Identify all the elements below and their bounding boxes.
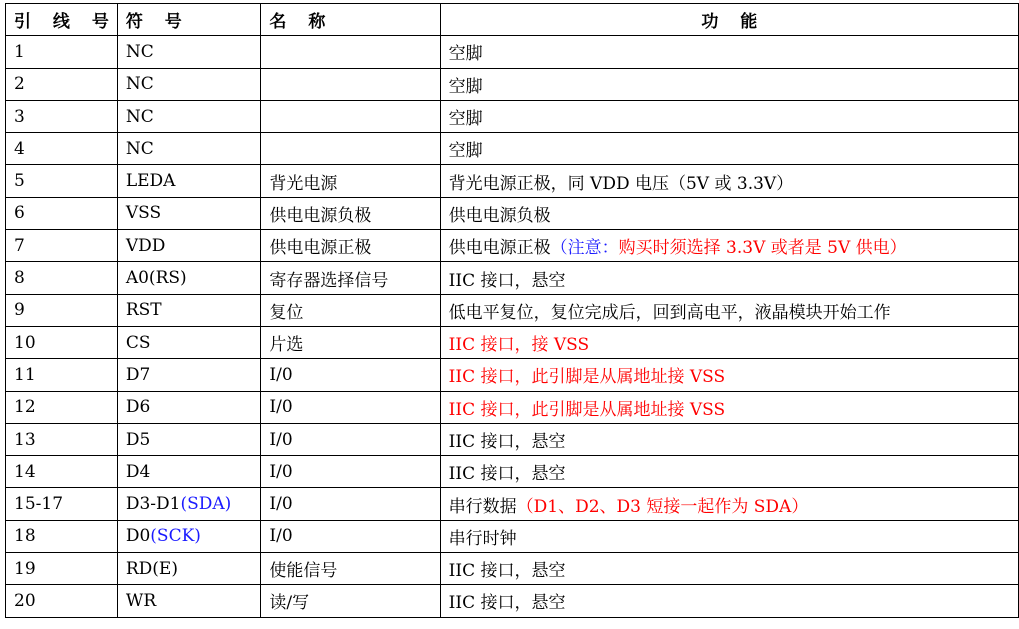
- symbol-cell: RST: [117, 294, 261, 326]
- symbol-text: D0: [125, 526, 151, 547]
- pin-number-cell: 3: [6, 100, 118, 132]
- symbol-cell: D6: [117, 391, 261, 423]
- table-row: [6, 391, 1019, 423]
- pin-number-cell: 10: [6, 326, 118, 358]
- name-cell: 片选: [261, 326, 440, 358]
- symbol-cell: WR: [117, 585, 261, 617]
- table-row: [6, 262, 1019, 294]
- warning-note: 购买时须选择 3.3V 或者是 5V 供电）: [618, 238, 907, 259]
- table-row: [6, 520, 1019, 552]
- function-cell: 空脚: [440, 36, 1018, 68]
- name-cell: 使能信号: [261, 553, 440, 585]
- function-text: 串行数据: [448, 496, 517, 517]
- symbol-cell: D5: [117, 423, 261, 455]
- function-cell: IIC 接口，悬空: [440, 456, 1018, 488]
- header-name: 名 称: [261, 4, 440, 36]
- table-row: [6, 230, 1019, 262]
- table-row: [6, 68, 1019, 100]
- function-cell: [440, 488, 1018, 520]
- table-row: [6, 36, 1019, 68]
- pin-number-cell: 14: [6, 456, 118, 488]
- name-cell: [261, 100, 440, 132]
- function-cell: 背光电源正极，同 VDD 电压（5V 或 3.3V）: [440, 165, 1018, 197]
- function-cell: 低电平复位，复位完成后，回到高电平，液晶模块开始工作: [440, 294, 1018, 326]
- function-cell: IIC 接口，接 VSS: [440, 326, 1018, 358]
- pin-number-cell: 11: [6, 359, 118, 391]
- pin-number-cell: 15-17: [6, 488, 118, 520]
- name-cell: I/0: [261, 391, 440, 423]
- symbol-cell: LEDA: [117, 165, 261, 197]
- symbol-cell: NC: [117, 36, 261, 68]
- symbol-cell: A0(RS): [117, 262, 261, 294]
- symbol-cell: D7: [117, 359, 261, 391]
- header-symbol: 符 号: [117, 4, 261, 36]
- symbol-note: (SDA): [180, 494, 232, 515]
- name-cell: [261, 133, 440, 165]
- name-cell: 供电电源负极: [261, 197, 440, 229]
- function-cell: 空脚: [440, 68, 1018, 100]
- function-cell: 空脚: [440, 100, 1018, 132]
- table-header-row: [6, 4, 1019, 36]
- pin-number-cell: 5: [6, 165, 118, 197]
- pin-number-cell: 4: [6, 133, 118, 165]
- symbol-text: D3-D1: [125, 494, 181, 515]
- name-cell: 读/写: [261, 585, 440, 617]
- symbol-cell: D4: [117, 456, 261, 488]
- symbol-cell: NC: [117, 100, 261, 132]
- function-cell: IIC 接口，此引脚是从属地址接 VSS: [440, 391, 1018, 423]
- pin-number-cell: 19: [6, 553, 118, 585]
- pin-definition-table: [5, 3, 1019, 618]
- function-cell: 空脚: [440, 133, 1018, 165]
- pin-number-cell: 18: [6, 520, 118, 552]
- function-cell: IIC 接口，此引脚是从属地址接 VSS: [440, 359, 1018, 391]
- table-row: [6, 294, 1019, 326]
- name-cell: I/0: [261, 520, 440, 552]
- header-function: 功 能: [440, 4, 1018, 36]
- function-cell: [440, 230, 1018, 262]
- symbol-cell: RD(E): [117, 553, 261, 585]
- name-cell: [261, 36, 440, 68]
- pin-number-cell: 12: [6, 391, 118, 423]
- symbol-note: (SCK): [150, 526, 201, 547]
- pin-number-cell: 2: [6, 68, 118, 100]
- table-row: [6, 165, 1019, 197]
- function-cell: 供电电源负极: [440, 197, 1018, 229]
- name-cell: I/0: [261, 488, 440, 520]
- function-cell: IIC 接口，悬空: [440, 423, 1018, 455]
- symbol-cell: [117, 488, 261, 520]
- pin-number-cell: 7: [6, 230, 118, 262]
- name-cell: 背光电源: [261, 165, 440, 197]
- name-cell: 供电电源正极: [261, 230, 440, 262]
- symbol-cell: [117, 520, 261, 552]
- pin-number-cell: 1: [6, 36, 118, 68]
- table-row: [6, 488, 1019, 520]
- symbol-cell: CS: [117, 326, 261, 358]
- table-row: [6, 585, 1019, 617]
- symbol-cell: NC: [117, 133, 261, 165]
- name-cell: I/0: [261, 423, 440, 455]
- header-pin-number: 引 线 号: [6, 4, 118, 36]
- table-row: [6, 197, 1019, 229]
- name-cell: I/0: [261, 456, 440, 488]
- table-row: [6, 326, 1019, 358]
- table-row: [6, 359, 1019, 391]
- table-row: [6, 100, 1019, 132]
- table-row: [6, 553, 1019, 585]
- function-cell: 串行时钟: [440, 520, 1018, 552]
- name-cell: 寄存器选择信号: [261, 262, 440, 294]
- pin-number-cell: 8: [6, 262, 118, 294]
- symbol-cell: NC: [117, 68, 261, 100]
- note-prefix: （注意：: [550, 238, 619, 259]
- function-cell: IIC 接口，悬空: [440, 585, 1018, 617]
- pin-number-cell: 6: [6, 197, 118, 229]
- function-text: 供电电源正极: [448, 238, 551, 259]
- pin-number-cell: 20: [6, 585, 118, 617]
- table-row: [6, 456, 1019, 488]
- table-row: [6, 133, 1019, 165]
- table-row: [6, 423, 1019, 455]
- pin-number-cell: 13: [6, 423, 118, 455]
- table-body: [6, 36, 1019, 617]
- pin-number-cell: 9: [6, 294, 118, 326]
- name-cell: [261, 68, 440, 100]
- warning-note: （D1、D2、D3 短接一起作为 SDA）: [516, 496, 809, 517]
- name-cell: I/0: [261, 359, 440, 391]
- function-cell: IIC 接口，悬空: [440, 262, 1018, 294]
- symbol-cell: VSS: [117, 197, 261, 229]
- function-cell: IIC 接口，悬空: [440, 553, 1018, 585]
- symbol-cell: VDD: [117, 230, 261, 262]
- name-cell: 复位: [261, 294, 440, 326]
